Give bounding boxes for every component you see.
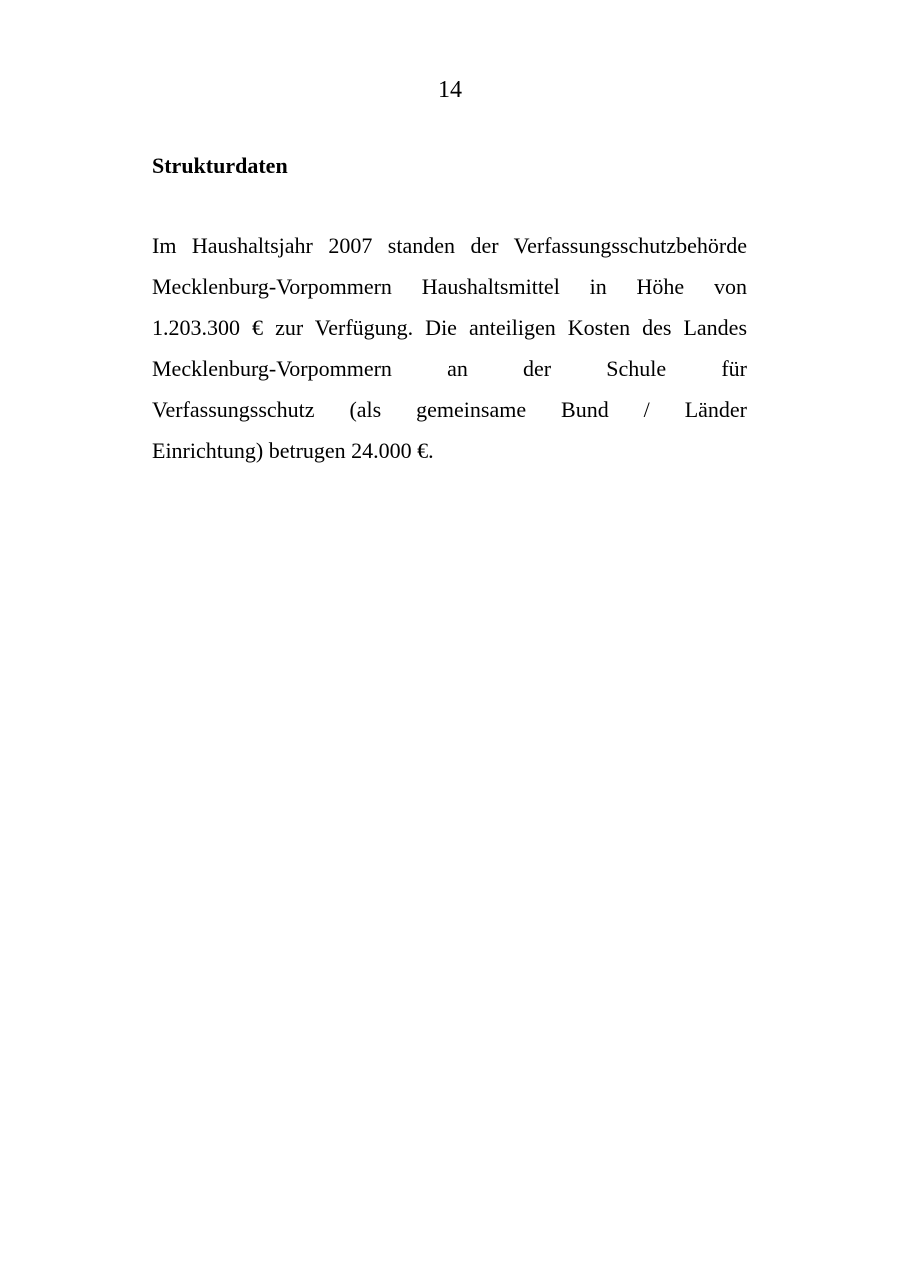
paragraph-line: Im Haushaltsjahr 2007 standen der Verfassungsschutzbehörde (152, 233, 747, 258)
paragraph-line: 1.203.300 € zur Verfügung. Die anteiligen Kosten des Landes (152, 315, 747, 340)
paragraph-line: Mecklenburg-Vorpommern Haushaltsmittel in Höhe von (152, 274, 747, 299)
page-number: 14 (438, 77, 462, 103)
body-paragraph (152, 225, 747, 471)
paragraph-line: Mecklenburg-Vorpommern an der Schule für (152, 356, 747, 381)
paragraph-line: Einrichtung) betrugen 24.000 €. (152, 438, 434, 463)
section-heading: Strukturdaten (152, 153, 288, 178)
paragraph-line: Verfassungsschutz (als gemeinsame Bund / Länder (152, 397, 747, 422)
